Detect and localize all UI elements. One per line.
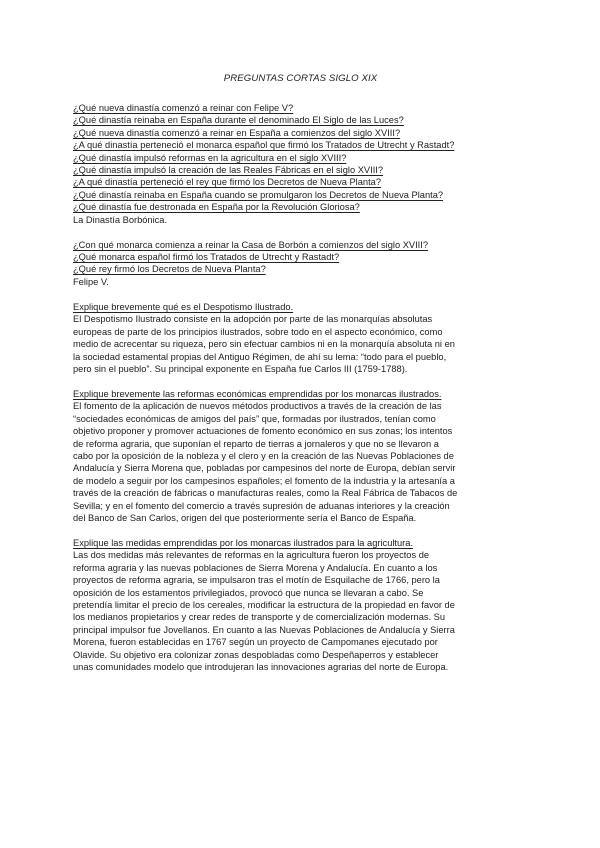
answer-line: de modelo a seguir por los campesinos españoles; el fomento de la industria y la artesanía a xyxy=(73,475,455,486)
question-line: ¿Qué dinastía reinaba en España cuando se promulgaron los Decretos de Nueva Planta? xyxy=(73,189,444,200)
answer-line: El fomento de la aplicación de nuevos métodos productivos a través de la creación de las xyxy=(73,401,442,412)
answer-line: Morena, fueron establecidas en 1767 según un proyecto de Campomanes ejecutado por xyxy=(73,637,438,648)
answer-line: pretendía limitar el precio de los cereales, modificar la estructura de la propiedad en favor de xyxy=(73,600,455,610)
page-title: PREGUNTAS CORTAS SIGLO XIX xyxy=(223,73,378,84)
question-line: Explique brevemente las reformas económicas emprendidas por los monarcas ilustrados. xyxy=(73,388,442,399)
answer-line: proyectos de reforma agraria, se impulsaron tras el motín de Esquilache de 1766, pero la xyxy=(73,575,440,586)
question-line: ¿Qué dinastía fue destronada en España por la Revolución Gloriosa? xyxy=(73,202,360,213)
answer-line: través de la creación de fábricas o manufacturas reales, como la Real Fábrica de Tabacos de xyxy=(73,488,458,499)
answer-line: europeas de parte de los principios ilustrados, sobre todo en el aspecto económico, como xyxy=(73,326,443,337)
question-line: ¿Qué monarca español firmó los Tratados de Utrecht y Rastadt? xyxy=(73,252,340,263)
answer-line: oposición de los estamentos privilegiados, provocó que nunca se llevaran a cabo. Se xyxy=(73,587,424,598)
question-line: Explique brevemente qué es el Despotismo Ilustrado. xyxy=(73,301,294,312)
answer-line: Las dos medidas más relevantes de reformas en la agricultura fueron los proyectos de xyxy=(73,550,430,561)
question-line: ¿Qué nueva dinastía comenzó a reinar en España a comienzos del siglo XVIII? xyxy=(73,127,401,138)
answer-line: medio de acrecentar su riqueza, pero sin efectuar cambios ni en la monarquía absoluta ni en xyxy=(73,339,455,350)
answer-line: Sevilla; y en el fomento del comercio a través supresión de aduanas interiores y la creación xyxy=(73,500,450,511)
answer-line: de reforma agraria, que suponían el reparto de tierras a jornaleros y que no se llevaron a xyxy=(73,438,439,449)
answer-text: La Dinastía Borbónica. xyxy=(73,214,168,225)
answer-line: El Despotismo Ilustrado consiste en la adopción por parte de las monarquías absolutas xyxy=(73,314,433,325)
question-block-agriculture xyxy=(73,537,528,673)
answer-line: pero sin el pueblo”. Su principal exponente en España fue Carlos III (1759-1788). xyxy=(73,363,408,374)
document-page xyxy=(73,73,528,686)
question-line: ¿Qué rey firmó los Decretos de Nueva Planta? xyxy=(73,264,266,275)
question-block-dynasty xyxy=(73,102,528,226)
answer-line: Olavide. Su objetivo era colonizar zonas despobladas como Despeñaperros y establecer xyxy=(73,649,439,660)
question-line: ¿A qué dinastía perteneció el rey que firmó los Decretos de Nueva Planta? xyxy=(73,177,382,188)
answer-line: unas comunidades modelo que introdujeran las innovaciones agrarias del norte de Europa. xyxy=(73,662,449,673)
question-block-economic-reforms xyxy=(73,388,528,524)
question-line: ¿Qué nueva dinastía comenzó a reinar con Felipe V? xyxy=(73,103,294,113)
question-line: ¿Qué dinastía impulsó la creación de las Reales Fábricas en el siglo XVIII? xyxy=(73,165,384,176)
question-block-despotism xyxy=(73,301,528,375)
answer-line: los medianos propietarios y crear redes de transporte y de comercialización modernas. Su xyxy=(73,612,446,623)
answer-line: reforma agraria y las nuevas poblaciones de Sierra Morena y Andalucía. En cuanto a los xyxy=(73,562,438,573)
answer-paragraph xyxy=(73,400,528,524)
answer-text: Felipe V. xyxy=(73,276,109,287)
question-line: Explique las medidas emprendidas por los monarcas ilustrados para la agricultura. xyxy=(73,537,414,548)
question-block-monarch xyxy=(73,239,528,289)
question-line: ¿Qué dinastía impulsó reformas en la agricultura en el siglo XVIII? xyxy=(73,152,347,163)
answer-paragraph xyxy=(73,313,528,375)
question-line: ¿A qué dinastía perteneció el monarca español que firmó los Tratados de Utrecht y Rastadt? xyxy=(73,140,455,151)
question-line: ¿Con qué monarca comienza a reinar la Casa de Borbón a comienzos del siglo XVIII? xyxy=(73,239,429,250)
answer-paragraph xyxy=(73,549,528,673)
answer-line: “sociedades económicas de amigos del país” que, formadas por ilustrados, tenían como xyxy=(73,413,436,424)
answer-line: principal impulsor fue Jovellanos. En cuanto a las Nuevas Poblaciones de Andalucía y Sierra xyxy=(73,624,455,635)
answer-line: cabo por la oposición de la nobleza y el clero y en la creación de las Nuevas Poblaciones de xyxy=(73,450,454,461)
answer-line: del Banco de San Carlos, origen del que posteriormente sería el Banco de España. xyxy=(73,512,417,523)
question-line: ¿Qué dinastía reinaba en España durante el denominado El Siglo de las Luces? xyxy=(73,115,404,126)
answer-line: la sociedad estamental propias del Antiguo Régimen, de ahí su lema: “todo para el pueblo, xyxy=(73,351,447,362)
answer-line: Andalucía y Sierra Morena que, pobladas por campesinos del norte de Europa, debían servir xyxy=(73,463,456,474)
answer-line: objetivo proponer y promover actuaciones de fomento económico en sus zonas; los intentos xyxy=(73,426,453,437)
